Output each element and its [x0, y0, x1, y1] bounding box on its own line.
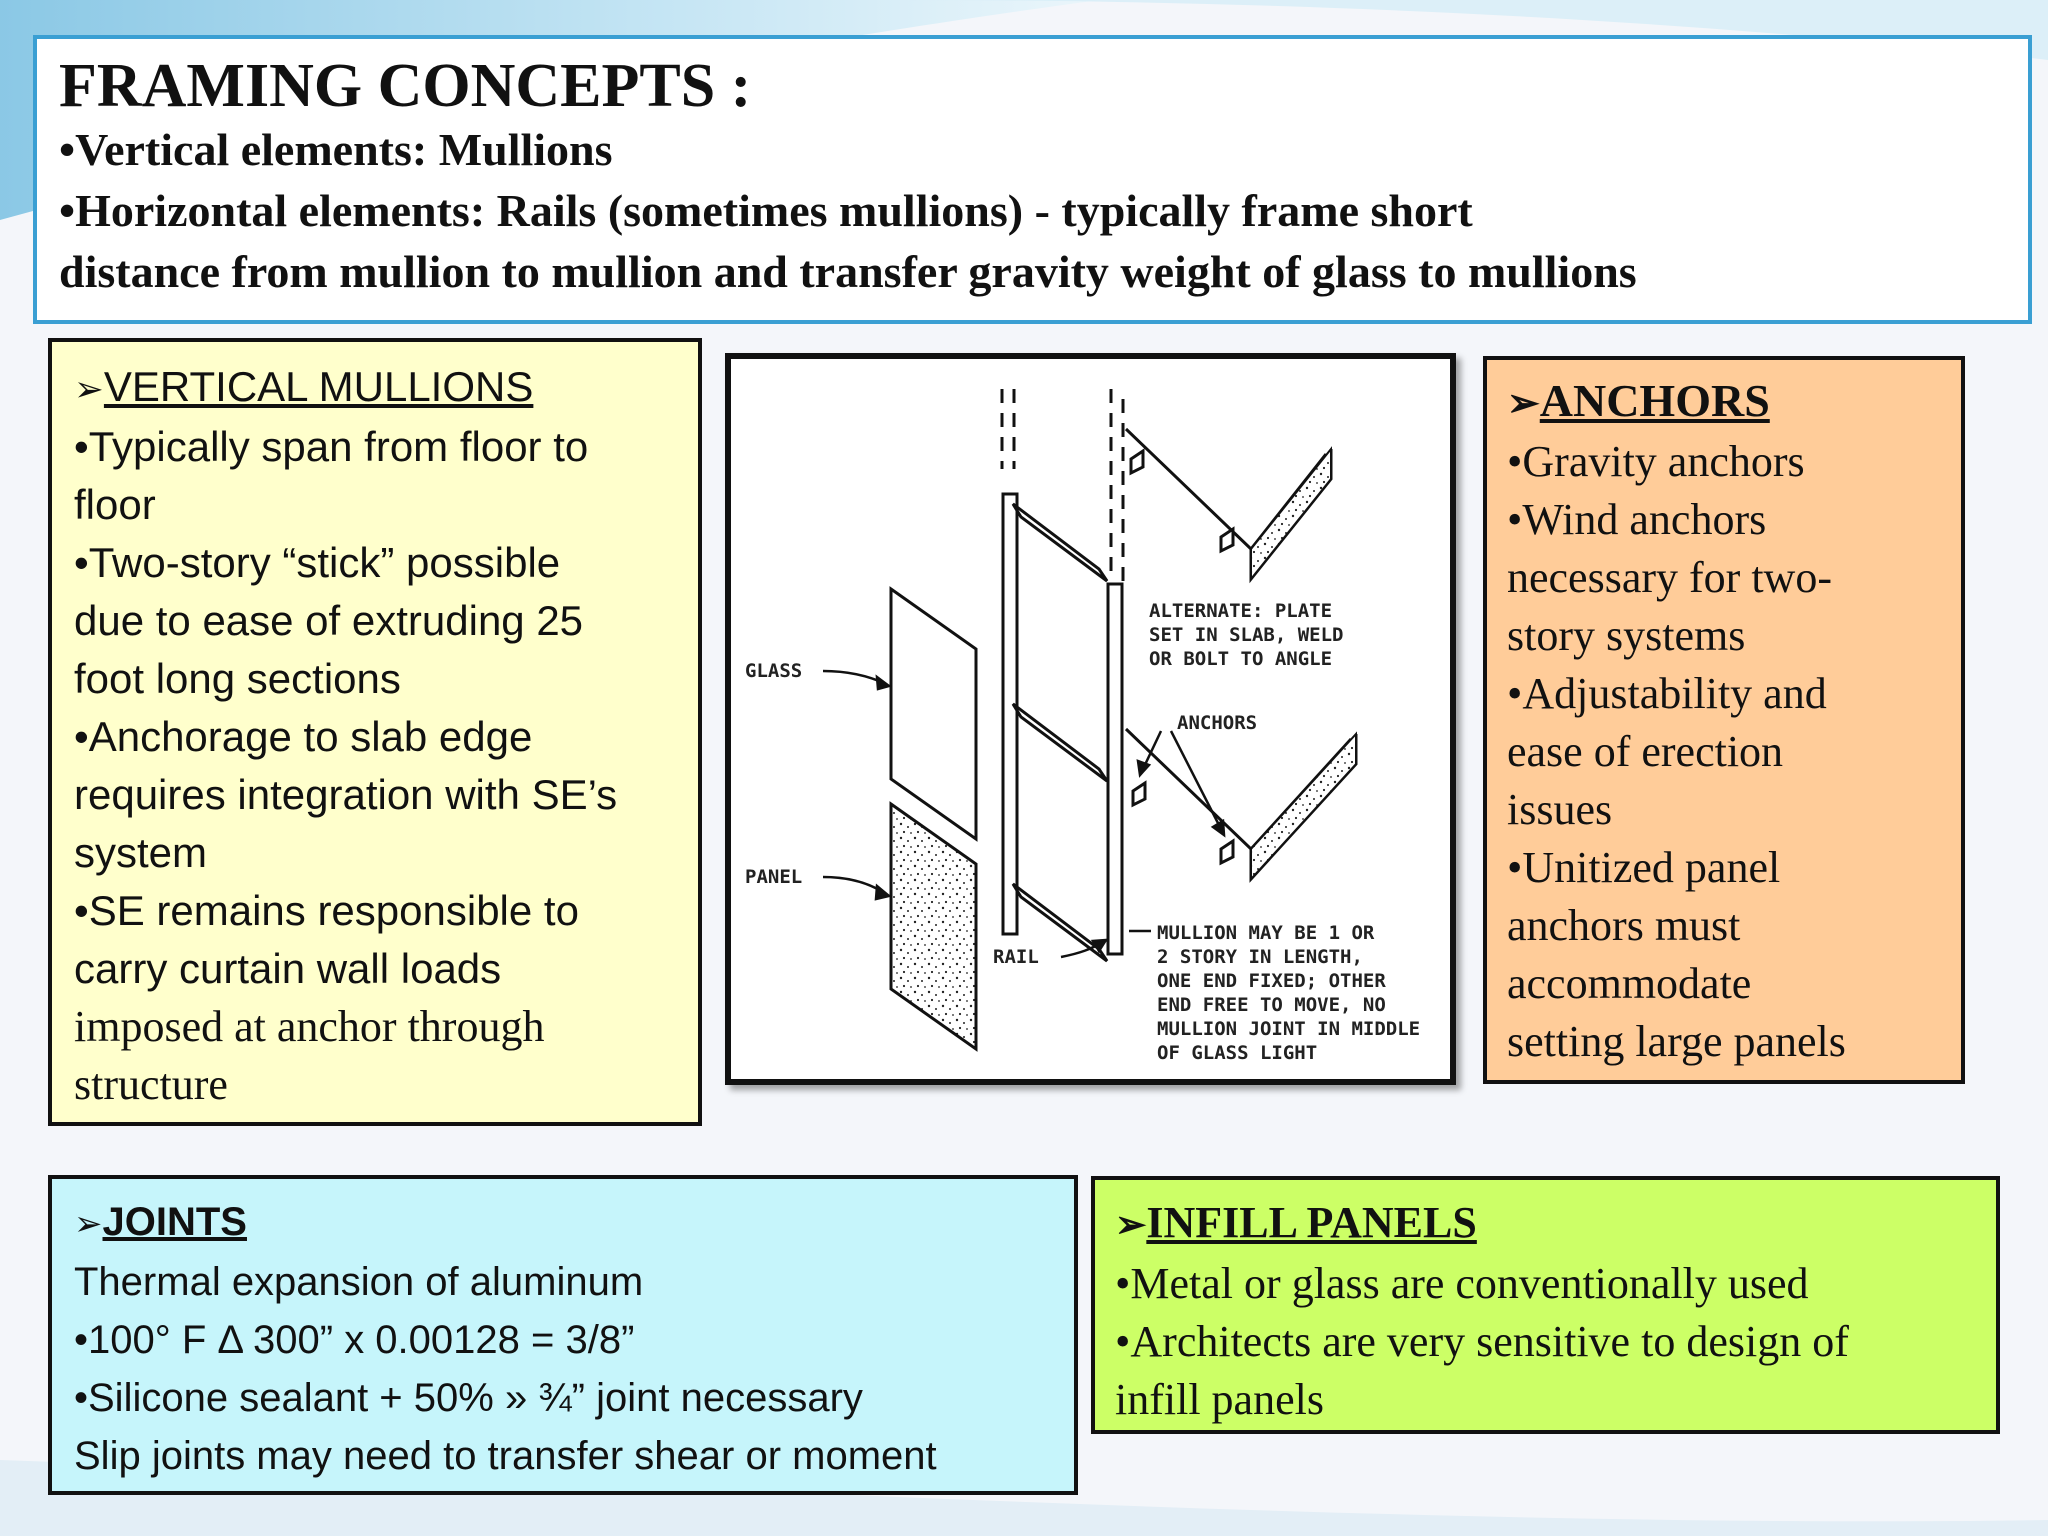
arrow-bullet-icon: ➢: [74, 369, 104, 409]
arrow-bullet-icon: ➢: [1115, 1205, 1147, 1246]
infill-panels-heading: ➢INFILL PANELS: [1115, 1198, 1477, 1247]
list-item: •Typically span from floor to: [74, 423, 589, 470]
list-item: •SE remains responsible to: [74, 887, 579, 934]
curtain-wall-diagram: [725, 353, 1456, 1085]
arrow-bullet-icon: ➢: [74, 1205, 103, 1243]
list-item: story systems: [1507, 611, 1746, 660]
list-item: •Gravity anchors: [1507, 437, 1805, 486]
title-line-horizontal: •Horizontal elements: Rails (sometimes mullions) - typically frame short: [59, 185, 1473, 236]
infill-panels-box: [1091, 1176, 2000, 1434]
list-item: anchors must: [1507, 901, 1741, 950]
figure-note-mullion: END FREE TO MOVE, NO: [1157, 994, 1386, 1016]
figure-label-rail: RAIL: [993, 946, 1039, 968]
list-item: requires integration with SE’s: [74, 771, 618, 818]
list-item: •Wind anchors: [1507, 495, 1767, 544]
list-item: Thermal expansion of aluminum: [74, 1260, 644, 1304]
list-item: •Unitized panel: [1507, 843, 1781, 892]
list-item: carry curtain wall loads: [74, 945, 502, 992]
joints-box: [48, 1175, 1078, 1495]
list-item: foot long sections: [74, 655, 401, 702]
list-item: structure: [74, 1060, 228, 1109]
anchors-box: [1483, 356, 1965, 1084]
list-item: floor: [74, 481, 156, 528]
title-box: [33, 35, 2032, 324]
joints-heading: ➢JOINTS: [74, 1200, 247, 1244]
list-item: necessary for two-: [1507, 553, 1832, 602]
list-item: •Anchorage to slab edge: [74, 713, 533, 760]
title-line-horizontal-cont: distance from mullion to mullion and transfer gravity weight of glass to mullions: [59, 246, 1637, 297]
figure-note-mullion: OF GLASS LIGHT: [1157, 1042, 1318, 1064]
list-item: accommodate: [1507, 959, 1752, 1008]
figure-note-mullion: MULLION JOINT IN MIDDLE: [1157, 1018, 1421, 1040]
list-item: ease of erection: [1507, 727, 1784, 776]
list-item: imposed at anchor through: [74, 1002, 545, 1051]
figure-label-panel: PANEL: [745, 866, 803, 888]
arrow-bullet-icon: ➢: [1507, 382, 1540, 425]
title-line-vertical: •Vertical elements: Mullions: [59, 124, 613, 175]
figure-note-mullion: 2 STORY IN LENGTH,: [1157, 946, 1363, 968]
list-item: due to ease of extruding 25: [74, 597, 584, 644]
list-item: issues: [1507, 785, 1613, 834]
list-item: infill panels: [1115, 1375, 1324, 1424]
figure-note-alternate: ALTERNATE: PLATE: [1149, 600, 1333, 622]
anchors-heading: ➢ANCHORS: [1507, 375, 1770, 426]
list-item: Slip joints may need to transfer shear or moment: [74, 1434, 937, 1478]
figure-note-mullion: MULLION MAY BE 1 OR: [1157, 922, 1375, 944]
figure-note-mullion: ONE END FIXED; OTHER: [1157, 970, 1386, 992]
list-item: setting large panels: [1507, 1017, 1846, 1066]
figure-label-glass: GLASS: [745, 660, 803, 682]
list-item: •Architects are very sensitive to design of: [1115, 1317, 1849, 1366]
page-title: FRAMING CONCEPTS :: [59, 52, 752, 120]
figure-note-alternate: OR BOLT TO ANGLE: [1149, 648, 1333, 670]
list-item: •Silicone sealant + 50% » ¾” joint necessary: [74, 1376, 863, 1420]
vertical-mullions-box: [48, 338, 702, 1126]
list-item: •100° F Δ 300” x 0.00128 = 3/8”: [74, 1318, 635, 1362]
list-item: •Adjustability and: [1507, 669, 1827, 718]
curtain-wall-drawing: [731, 359, 1450, 1079]
list-item: system: [74, 829, 208, 876]
list-item: •Metal or glass are conventionally used: [1115, 1259, 1809, 1308]
list-item: •Two-story “stick” possible: [74, 539, 561, 586]
figure-label-anchors: ANCHORS: [1177, 712, 1258, 734]
vertical-mullions-heading: ➢VERTICAL MULLIONS: [74, 363, 534, 410]
figure-note-alternate: SET IN SLAB, WELD: [1149, 624, 1344, 646]
